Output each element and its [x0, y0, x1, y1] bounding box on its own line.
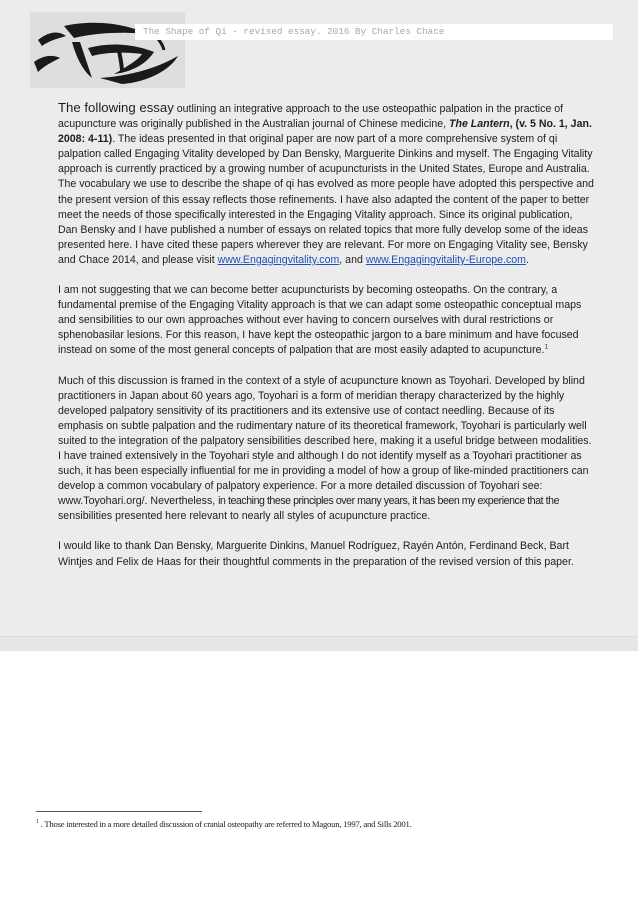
- footnote-ref[interactable]: 1: [544, 343, 549, 351]
- journal-issue: , (v. 5 No. 1, Jan. 2008: 4-11): [58, 118, 592, 146]
- intro-text-d: .: [525, 253, 529, 266]
- footnote: [36, 819, 596, 829]
- osteopathy-text: I am not suggesting that we can become better acupuncturists by becoming osteopaths. On the contrary, a fundamental premise of the Engaging Vitality approach is that we can adapt some osteopathic conceptual maps and sensibilities to our own approaches without ever having to concern ourselves with dural restrictions or sphenobasilar lesions. For this reason, I have kept the osteopathic jargon to a bare minimum and have focused instead on some of the most general concepts of palpation that are most easily adapted to acupuncture.: [58, 284, 582, 357]
- paragraph-thanks: [58, 539, 594, 569]
- footnote-marker: 1: [36, 819, 39, 826]
- toyohari-text-tight: in teaching these principles over many years, it has been my experience that the: [218, 495, 560, 508]
- toyohari-text-a: Much of this discussion is framed in the context of a style of acupuncture known as Toyohari. Developed by blind practitioners in Japan about 60 years ago, Toyohari is a form of meridian therapy characterized by the highly developed palpatory sensitivity of its practitioners and its extensive use of contact needling. Because of its emphasis on subtle palpation and the rudimentary nature of its theoretical framework, Toyohari is particularly well suited to the integration of the palpatory sensibilities described here, making it a useful bridge between modalities. I have trained extensively in the Toyohari style and although I do not identify myself as a Toyohari practitioner as such, it has been especially influential for me in providing a model of how a group of like-minded practitioners can develop a common vocabulary of palpatory experience. For a more detailed discussion of Toyohari see: www.Toyohari.org/. Nevertheless,: [58, 374, 592, 508]
- running-header-title: The Shape of Qi - revised essay. 2016 By Charles Chace: [135, 24, 613, 40]
- header-band-edge: [0, 636, 638, 651]
- journal-title: The Lantern: [449, 118, 510, 131]
- engagingvitality-link[interactable]: www.Engagingvitality.com: [217, 253, 340, 266]
- intro-text-b: . The ideas presented in that original paper are now part of a more comprehensive system of qi palpation called Engaging Vitality developed by Dan Bensky, Marguerite Dinkins and myself. The Engaging Vitality approach is currently practiced by a growing number of acupuncturists in the United States, Europe and Australia. The vocabulary we use to describe the shape of qi has evolved as more people have adopted this perspective and the present version of this essay reflects those refinements. I have also adapted the content of the paper to better meet the needs of those specifically interested in the Engaging Vitality approach. Since its original publication, Dan Bensky and I have published a number of essays on related topics that more fully develop some of the ideas presented here. I have cited these papers wherever they are relevant. For more on Engaging Vitality see, Bensky and Chace 2014, and please visit: [58, 133, 594, 266]
- intro-lead: The following essay: [58, 100, 174, 115]
- footnote-divider: [36, 811, 202, 812]
- thanks-text: I would like to thank Dan Bensky, Marguerite Dinkins, Manuel Rodríguez, Rayén Antón, Ferdinand Beck, Bart Wintjes and Felix de Haas for their thoughtful comments in the preparation of the revised version of this paper.: [58, 540, 574, 568]
- paragraph-toyohari: [58, 374, 594, 525]
- intro-text-a: outlining an integrative approach to the use osteopathic palpation in the practice of acupuncture was originally published in the Australian journal of Chinese medicine,: [58, 103, 564, 131]
- intro-text-c: , and: [339, 253, 366, 266]
- paragraph-osteopathy: [58, 283, 594, 358]
- essay-body: [58, 100, 594, 585]
- paragraph-intro: [58, 100, 594, 268]
- engagingvitality-europe-link[interactable]: www.Engagingvitality-Europe.com: [365, 253, 526, 266]
- footnote-text: . Those interested in a more detailed discussion of cranial osteopathy are referred to Magoun, 1997, and Sills 2001.: [38, 819, 412, 829]
- toyohari-text-b: sensibilities presented here relevant to nearly all styles of acupuncture practice.: [58, 510, 431, 523]
